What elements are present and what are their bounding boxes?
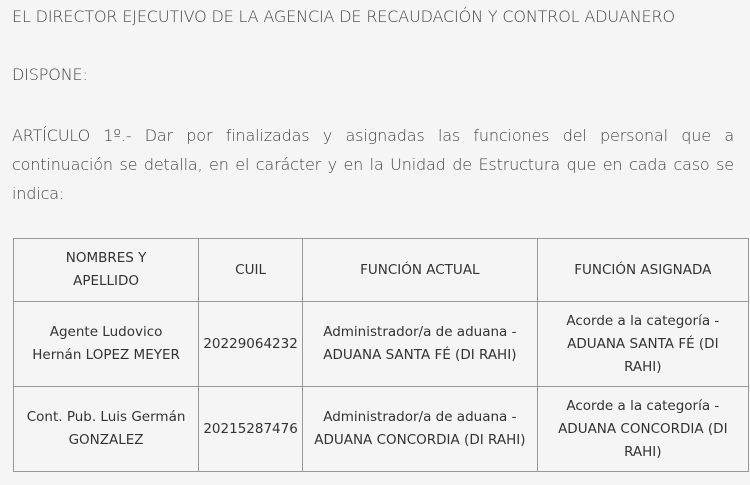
article-text: ARTÍCULO 1º.- Dar por finalizadas y asignadas las funciones del personal que a continuación se detalla, en el carácter y en la Unidad de Estructura que en cada caso se indica: <box>12 126 734 203</box>
cell-nombre: Cont. Pub. Luis Germán GONZALEZ <box>14 387 199 472</box>
table-row <box>14 302 749 387</box>
dispone-label: DISPONE: <box>12 65 88 84</box>
table-row <box>14 387 749 472</box>
cell-funcion-asignada: Acorde a la categoría - ADUANA CONCORDIA (DI RAHI) <box>537 387 748 472</box>
header-nombres: NOMBRES Y APELLIDO <box>14 239 199 302</box>
cell-cuil: 20229064232 <box>199 302 303 387</box>
document-heading: EL DIRECTOR EJECUTIVO DE LA AGENCIA DE RECAUDACIÓN Y CONTROL ADUANERO <box>12 7 675 26</box>
cell-nombre: Agente Ludovico Hernán LOPEZ MEYER <box>14 302 199 387</box>
personnel-table <box>13 238 749 472</box>
table-header-row <box>14 239 749 302</box>
header-funcion-actual: FUNCIÓN ACTUAL <box>303 239 538 302</box>
header-funcion-asignada: FUNCIÓN ASIGNADA <box>537 239 748 302</box>
header-cuil: CUIL <box>199 239 303 302</box>
cell-funcion-asignada: Acorde a la categoría - ADUANA SANTA FÉ (DI RAHI) <box>537 302 748 387</box>
cell-funcion-actual: Administrador/a de aduana - ADUANA CONCORDIA (DI RAHI) <box>303 387 538 472</box>
cell-cuil: 20215287476 <box>199 387 303 472</box>
cell-funcion-actual: Administrador/a de aduana - ADUANA SANTA FÉ (DI RAHI) <box>303 302 538 387</box>
